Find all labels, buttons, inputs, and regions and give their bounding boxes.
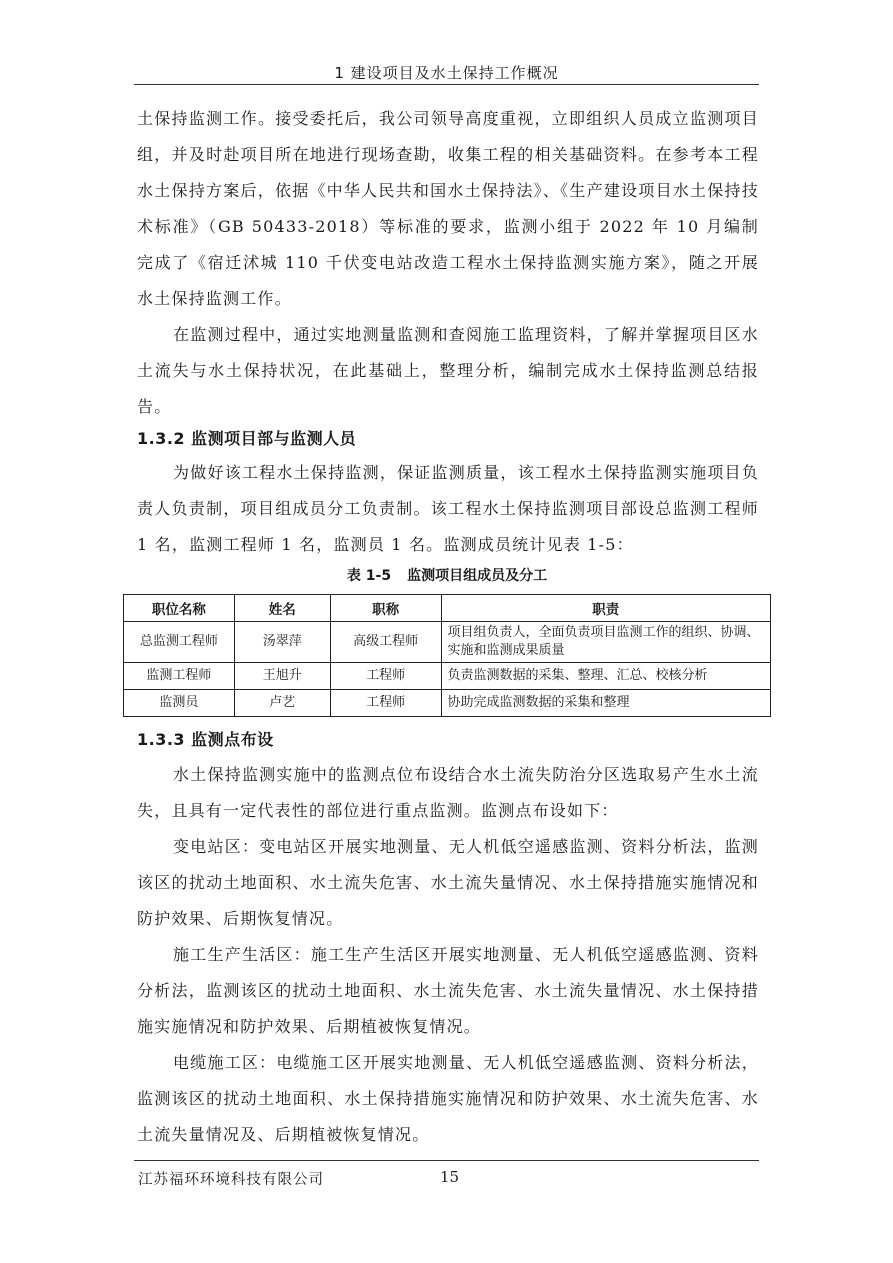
table-caption-number: 表 1-5 <box>346 568 392 584</box>
staff-table <box>123 594 771 717</box>
page-number: 15 <box>440 1168 460 1186</box>
intro-paragraph-1: 土保持监测工作。接受委托后，我公司领导高度重视，立即组织人员成立监测项目组，并及时赴项目所在地进行现场查勘，收集工程的相关基础资料。在参考本工程水土保持方案后，依据《中华人民共和国水土保持法》、《生产建设项目水土保持技术标准》（GB 50433-2018）等标准的要求，监测小组于 2022 年 10 月编制完成了《宿迁沭城 110 千伏变电站改造工程水土保持监测实施方案》，随之开展水土保持监测工作。 <box>137 109 759 308</box>
section-1-3-2-paragraph: 为做好该工程水土保持监测，保证监测质量，该工程水土保持监测实施项目负责人负责制，项目组成员分工负责制。该工程水土保持监测项目部设总监测工程师 1 名，监测工程师 1 名，监测员 1 名。监测成员统计见表 1-5： <box>137 463 759 554</box>
table-cell: 高级工程师 <box>330 622 441 663</box>
section-heading-1-3-2: 1.3.2 监测项目部与监测人员 <box>137 429 357 448</box>
table-cell: 总监测工程师 <box>124 622 235 663</box>
table-row <box>124 622 771 663</box>
header-rule <box>134 84 759 85</box>
intro-paragraph-2: 在监测过程中，通过实地测量监测和查阅施工监理资料，了解并掌握项目区水土流失与水土保持状况，在此基础上，整理分析，编制完成水土保持监测总结报告。 <box>137 325 759 416</box>
table-cell: 监测工程师 <box>124 663 235 690</box>
table-header-cell: 职责 <box>441 595 770 622</box>
table-cell: 项目组负责人，全面负责项目监测工作的组织、协调、实施和监测成果质量 <box>441 622 770 663</box>
table-header-cell: 职称 <box>330 595 441 622</box>
section-1-3-2-body <box>137 455 759 563</box>
table-cell: 工程师 <box>330 663 441 690</box>
table-cell: 汤翠萍 <box>234 622 330 663</box>
table-cell: 负责监测数据的采集、整理、汇总、校核分析 <box>441 663 770 690</box>
substation-area-paragraph: 变电站区：变电站区开展实地测量、无人机低空遥感监测、资料分析法，监测该区的扰动土地面积、水土流失危害、水土流失量情况、水土保持措施实施情况和防护效果、后期恢复情况。 <box>137 837 759 928</box>
table-header-cell: 姓名 <box>234 595 330 622</box>
table-caption-title: 监测项目组成员及分工 <box>407 568 548 584</box>
section-1-3-3-body <box>137 757 759 1153</box>
construction-area-paragraph: 施工生产生活区：施工生产生活区开展实地测量、无人机低空遥感监测、资料分析法，监测该区的扰动土地面积、水土流失危害、水土流失量情况、水土保持措施实施情况和防护效果、后期植被恢复情况。 <box>137 945 759 1036</box>
table-cell: 卢艺 <box>234 690 330 717</box>
running-header: 1 建设项目及水土保持工作概况 <box>334 64 559 82</box>
table-cell: 工程师 <box>330 690 441 717</box>
intro-section <box>137 101 759 425</box>
table-row <box>124 663 771 690</box>
table-header-cell: 职位名称 <box>124 595 235 622</box>
footer-company: 江苏福环环境科技有限公司 <box>138 1172 324 1188</box>
section-heading-1-3-3: 1.3.3 监测点布设 <box>137 730 274 749</box>
table-header-row <box>124 595 771 622</box>
table-cell: 王旭升 <box>234 663 330 690</box>
monitoring-points-paragraph: 水土保持监测实施中的监测点位布设结合水土流失防治分区选取易产生水土流失，且具有一定代表性的部位进行重点监测。监测点布设如下： <box>137 765 759 820</box>
table-row <box>124 690 771 717</box>
table-caption <box>123 565 771 585</box>
footer-rule <box>134 1160 759 1161</box>
table-cell: 协助完成监测数据的采集和整理 <box>441 690 770 717</box>
table-cell: 监测员 <box>124 690 235 717</box>
cable-area-paragraph: 电缆施工区：电缆施工区开展实地测量、无人机低空遥感监测、资料分析法，监测该区的扰动土地面积、水土保持措施实施情况和防护效果、水土流失危害、水土流失量情况及、后期植被恢复情况。 <box>137 1053 759 1144</box>
